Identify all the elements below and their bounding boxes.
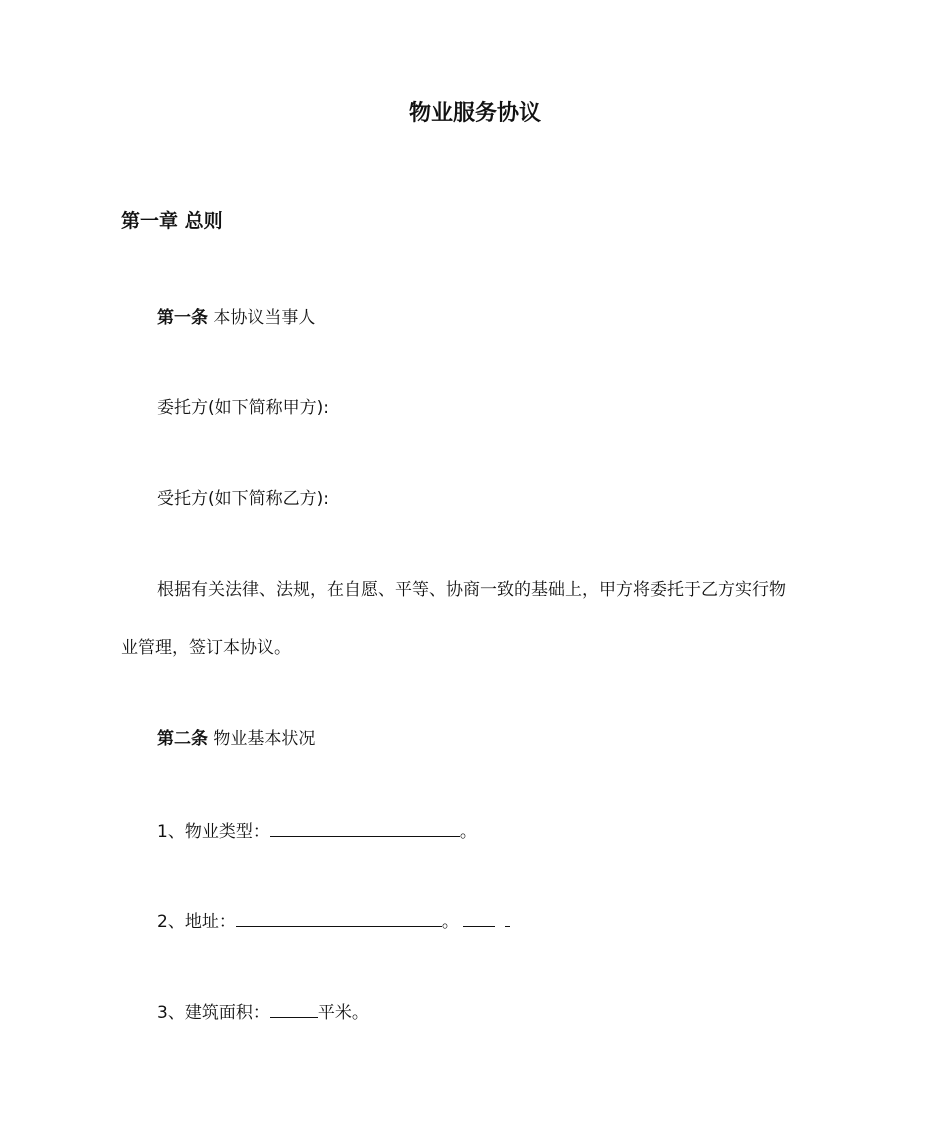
item-address (157, 909, 510, 933)
item-3-label: 3、建筑面积： (157, 1003, 270, 1023)
article-1-text: 本协议当事人 (213, 308, 316, 328)
article-2-label: 第二条 (157, 729, 208, 749)
item-1-label: 1、物业类型： (157, 822, 270, 842)
article-2 (157, 728, 315, 750)
chapter-heading: 第一章 总则 (121, 210, 223, 232)
building-area-blank (270, 1000, 318, 1018)
item-2-label: 2、地址： (157, 912, 236, 932)
address-extra-tick (505, 909, 510, 927)
address-blank (236, 909, 442, 927)
item-property-type (157, 819, 477, 843)
address-extra-blank (463, 909, 495, 927)
intro-paragraph-line-1: 根据有关法律、法规，在自愿、平等、协商一致的基础上，甲方将委托于乙方实行物 (157, 580, 786, 600)
article-2-text: 物业基本状况 (213, 729, 316, 749)
party-b-line: 受托方(如下简称乙方): (157, 489, 329, 509)
item-3-end: 平米。 (317, 1003, 369, 1023)
party-a-line: 委托方(如下简称甲方): (157, 398, 329, 418)
item-1-end: 。 (459, 822, 477, 842)
article-1-label: 第一条 (157, 308, 208, 328)
property-type-blank (270, 819, 460, 837)
item-building-area (157, 1000, 369, 1024)
intro-paragraph-line-2: 业管理，签订本协议。 (121, 638, 291, 658)
document-title: 物业服务协议 (408, 101, 541, 126)
article-1 (157, 307, 315, 329)
item-2-end: 。 (441, 912, 459, 932)
